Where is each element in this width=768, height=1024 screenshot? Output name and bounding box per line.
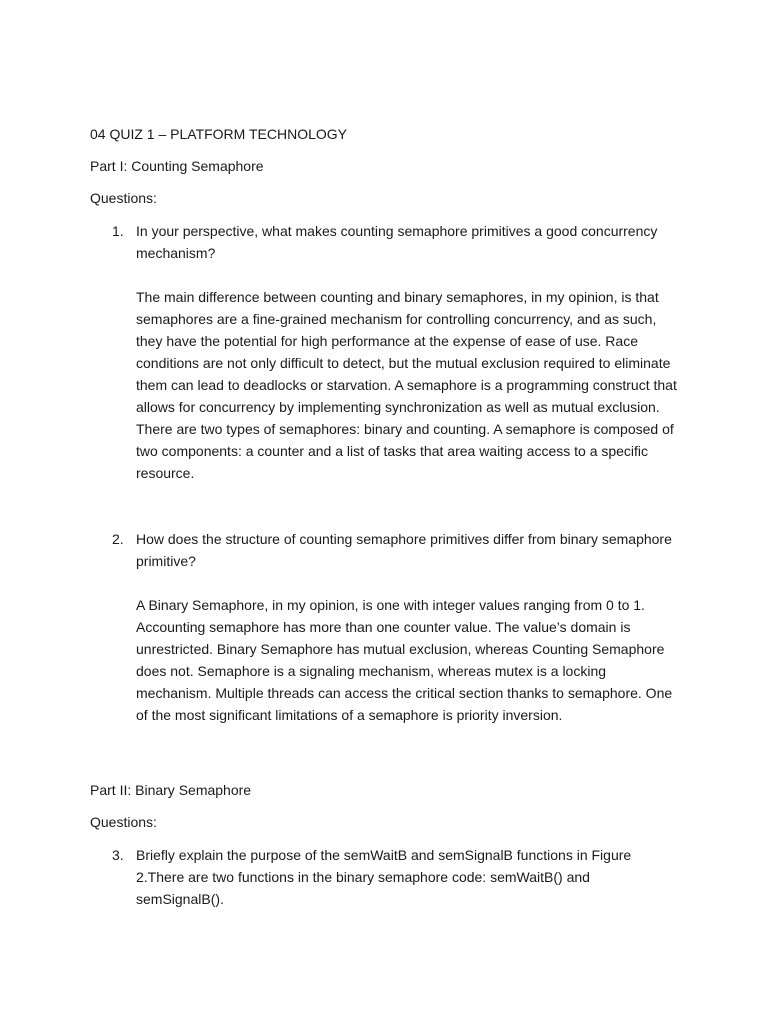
question-2-text: How does the structure of counting semaphore primitives differ from binary semaphore primitive? bbox=[136, 531, 672, 569]
part-2-questions-label: Questions: bbox=[90, 814, 157, 830]
part-1-heading: Part I: Counting Semaphore bbox=[90, 158, 264, 174]
part-1-questions-label: Questions: bbox=[90, 190, 157, 206]
question-1-text: In your perspective, what makes counting semaphore primitives a good concurrency mechanism? bbox=[136, 223, 658, 261]
document-title: 04 QUIZ 1 – PLATFORM TECHNOLOGY bbox=[90, 126, 347, 142]
question-1-number: 1. bbox=[112, 223, 124, 239]
answer-2-text: A Binary Semaphore, in my opinion, is one with integer values ranging from 0 to 1. Accounting semaphore has more than one counter value. The value’s domain is unrestricted. Binary Semaphore has mutual exclusion, whereas Counting Semaphore does not. Semaphore is a signaling mechanism, whereas mutex is a locking mechanism. Multiple threads can access the critical section thanks to semaphore. One of the most significant limitations of a semaphore is priority inversion. bbox=[136, 597, 673, 723]
part-2-heading: Part II: Binary Semaphore bbox=[90, 782, 252, 798]
question-3-text: Briefly explain the purpose of the semWaitB and semSignalB functions in Figure 2.There are two functions in the binary semaphore code: semWaitB() and semSignalB(). bbox=[136, 847, 632, 907]
answer-1-text: The main difference between counting and binary semaphores, in my opinion, is that semaphores are a fine-grained mechanism for controlling concurrency, and as such, they have the potential for high performance at the expense of ease of use. Race conditions are not only difficult to detect, but the mutual exclusion required to eliminate them can lead to deadlocks or starvation. A semaphore is a programming construct that allows for concurrency by implementing synchronization as well as mutual exclusion. There are two types of semaphores: binary and counting. A semaphore is composed of two components: a counter and a list of tasks that area waiting access to a specific resource. bbox=[136, 289, 677, 481]
question-3-number: 3. bbox=[112, 847, 124, 863]
question-2-number: 2. bbox=[112, 531, 124, 547]
